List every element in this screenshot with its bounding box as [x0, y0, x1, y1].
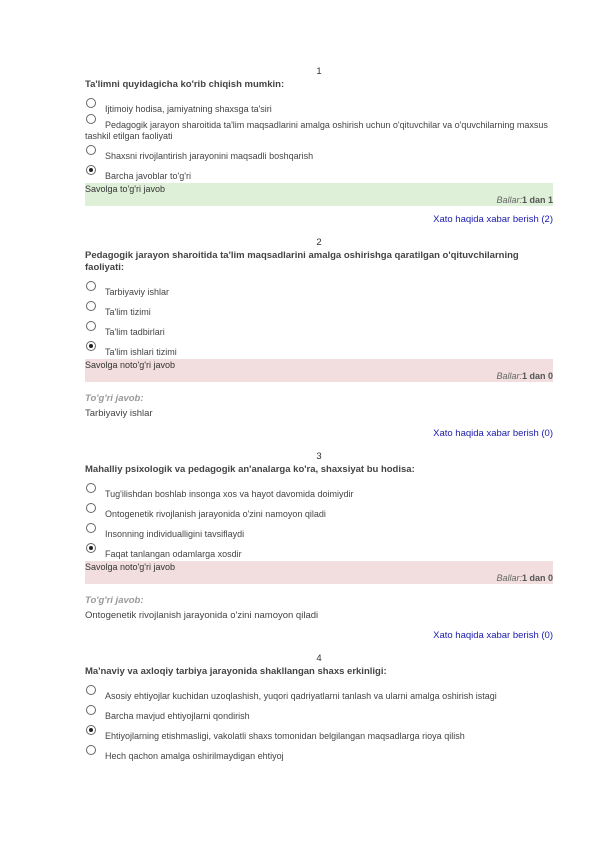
answer-option[interactable]: Ijtimoiy hodisa, jamiyatning shaxsga ta'siri [85, 104, 553, 115]
answer-option[interactable]: Pedagogik jarayon sharoitida ta'lim maqsadlarini amalga oshirish uchun o'qituvchilar va o'quvchilarning maxsus tashkil etilgan faoliyati [85, 120, 553, 142]
answer-option-selected[interactable]: Ehtiyojlarning etishmasligi, vakolatli shaxs tomonidan belgilangan maqsadlarga rioya qilish [85, 731, 553, 742]
answer-option-selected[interactable]: Barcha javoblar to'g'ri [85, 171, 553, 182]
question-number: 2 [316, 237, 322, 248]
score: Ballar:1 dan 0 [496, 371, 553, 381]
score: Ballar:1 dan 0 [496, 573, 553, 583]
correct-answer-text: Ontogenetik rivojlanish jarayonida o'zini namoyon qiladi [85, 610, 319, 621]
feedback-wrong [85, 561, 553, 584]
radio-button-icon[interactable] [86, 114, 96, 124]
radio-button-icon[interactable] [86, 483, 96, 493]
radio-button-selected-icon[interactable] [86, 165, 96, 175]
question-text: Pedagogik jarayon sharoitida ta'lim maqsadlarini amalga oshirishga qaratilgan o'qituvchilarning faoliyati: [85, 250, 519, 273]
correct-answer-label: To'g'ri javob: [85, 393, 144, 404]
correct-answer-label: To'g'ri javob: [85, 595, 144, 606]
feedback-text: Savolga to'g'ri javob [85, 184, 165, 194]
radio-button-icon[interactable] [86, 705, 96, 715]
question-number: 4 [316, 653, 322, 664]
feedback-text: Savolga noto'g'ri javob [85, 360, 175, 370]
answer-option[interactable]: Ontogenetik rivojlanish jarayonida o'zini namoyon qiladi [85, 509, 553, 520]
answer-option[interactable]: Ta'lim tizimi [85, 307, 553, 318]
answer-option[interactable]: Tarbiyaviy ishlar [85, 287, 553, 298]
answer-option-selected[interactable]: Faqat tanlangan odamlarga xosdir [85, 549, 553, 560]
radio-button-icon[interactable] [86, 523, 96, 533]
question-text: Ma'naviy va axloqiy tarbiya jarayonida shakllangan shaxs erkinligi: [85, 666, 387, 677]
answer-option[interactable]: Hech qachon amalga oshirilmaydigan ehtiyoj [85, 751, 553, 762]
answer-option[interactable]: Asosiy ehtiyojlar kuchidan uzoqlashish, yuqori qadriyatlarni tanlash va ularni amalga oshirish istagi [85, 691, 553, 702]
radio-button-selected-icon[interactable] [86, 341, 96, 351]
question-text: Mahalliy psixologik va pedagogik an'analarga ko'ra, shaxsiyat bu hodisa: [85, 464, 415, 475]
radio-button-icon[interactable] [86, 745, 96, 755]
radio-button-icon[interactable] [86, 685, 96, 695]
answer-option[interactable]: Barcha mavjud ehtiyojlarni qondirish [85, 711, 553, 722]
correct-answer-block [85, 595, 553, 622]
question-text: Ta'limni quyidagicha ko'rib chiqish mumkin: [85, 79, 285, 90]
report-error-link[interactable]: Xato haqida xabar berish (0) [433, 630, 553, 641]
question-4 [85, 653, 553, 762]
question-number: 3 [316, 451, 322, 462]
correct-answer-block [85, 393, 553, 420]
score: Ballar:1 dan 1 [496, 195, 553, 205]
feedback-text: Savolga noto'g'ri javob [85, 562, 175, 572]
feedback-correct [85, 183, 553, 206]
answer-option[interactable]: Shaxsni rivojlantirish jarayonini maqsadli boshqarish [85, 151, 553, 162]
answer-option[interactable]: Tug'ilishdan boshlab insonga xos va hayot davomida doimiydir [85, 489, 553, 500]
radio-button-icon[interactable] [86, 503, 96, 513]
radio-button-icon[interactable] [86, 301, 96, 311]
radio-button-selected-icon[interactable] [86, 725, 96, 735]
report-error-link[interactable]: Xato haqida xabar berish (0) [433, 428, 553, 439]
quiz-review [85, 66, 553, 762]
question-2 [85, 237, 553, 440]
question-number: 1 [316, 66, 322, 77]
radio-button-selected-icon[interactable] [86, 543, 96, 553]
answer-option-selected[interactable]: Ta'lim ishlari tizimi [85, 347, 553, 358]
question-3 [85, 451, 553, 642]
radio-button-icon[interactable] [86, 98, 96, 108]
question-1 [85, 66, 553, 226]
radio-button-icon[interactable] [86, 145, 96, 155]
correct-answer-text: Tarbiyaviy ishlar [85, 408, 153, 419]
feedback-wrong [85, 359, 553, 382]
answer-option[interactable]: Insonning individualligini tavsiflaydi [85, 529, 553, 540]
radio-button-icon[interactable] [86, 321, 96, 331]
answer-option[interactable]: Ta'lim tadbirlari [85, 327, 553, 338]
radio-button-icon[interactable] [86, 281, 96, 291]
report-error-link[interactable]: Xato haqida xabar berish (2) [433, 214, 553, 225]
